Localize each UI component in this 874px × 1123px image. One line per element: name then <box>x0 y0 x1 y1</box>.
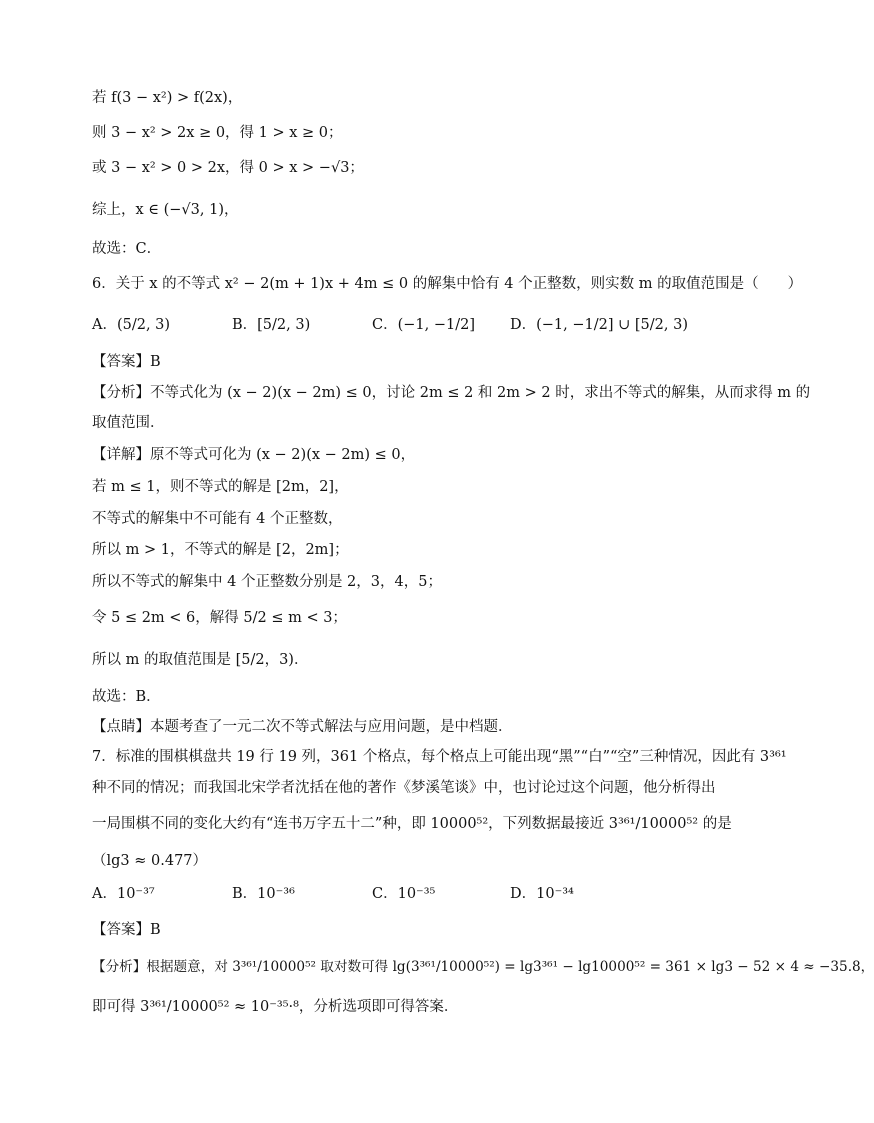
option-a: A．10⁻³⁷ <box>92 886 155 902</box>
option-b: B．[5/2, 3) <box>232 317 311 333</box>
detail-6-line-4: 所以 m > 1，不等式的解是 [2，2m]； <box>92 542 349 558</box>
question-7-line-2: 种不同的情况；而我国北宋学者沈括在他的著作《梦溪笔谈》中，也讨论过这个问题，他分析得出 <box>92 780 716 796</box>
option-a: A．(5/2, 3) <box>92 317 171 333</box>
detail-6-line-7: 所以 m 的取值范围是 [5/2，3)． <box>92 652 309 668</box>
option-c: C．10⁻³⁵ <box>372 886 436 902</box>
solution-line-1: 若 f(3 − x²) > f(2x)， <box>92 90 243 106</box>
analysis-7-line-2: 即可得 3³⁶¹/10000⁵² ≈ 10⁻³⁵·⁸，分析选项即可得答案． <box>92 999 459 1015</box>
detail-6-line-3: 不等式的解集中不可能有 4 个正整数， <box>92 511 343 527</box>
question-7-line-3: 一局围棋不同的变化大约有“连书万字五十二”种，即 10000⁵²，下列数据最接近 3³⁶¹/10000⁵² 的是 <box>92 816 732 832</box>
question-7-line-4: （lg3 ≈ 0.477） <box>92 853 208 869</box>
answer-6: 【答案】B <box>92 354 161 370</box>
detail-6-line-2: 若 m ≤ 1，则不等式的解是 [2m，2]， <box>92 479 349 495</box>
answer-7: 【答案】B <box>92 922 161 938</box>
solution-line-4: 综上，x ∈ (−√3, 1)， <box>92 202 239 218</box>
option-b: B．10⁻³⁶ <box>232 886 295 902</box>
detail-6-line-5: 所以不等式的解集中 4 个正整数分别是 2，3，4，5； <box>92 574 442 590</box>
analysis-6-line-1: 【分析】不等式化为 (x − 2)(x − 2m) ≤ 0，讨论 2m ≤ 2 和 2m > 2 时，求出不等式的解集，从而求得 m 的 <box>92 385 811 401</box>
analysis-6-line-2: 取值范围． <box>92 415 165 431</box>
analysis-7-line-1: 【分析】根据题意，对 3³⁶¹/10000⁵² 取对数可得 lg(3³⁶¹/10000⁵²) = lg3³⁶¹ − lg10000⁵² = 361 × lg3 − 52 × 4 ≈ −35.8， <box>92 959 874 975</box>
option-d: D．(−1, −1/2] ∪ [5/2, 3) <box>510 317 688 333</box>
solution-line-2: 则 3 − x² > 2x ≥ 0，得 1 > x ≥ 0； <box>92 125 343 141</box>
remark-6: 【点睛】本题考查了一元二次不等式解法与应用问题，是中档题． <box>92 719 513 735</box>
option-c: C．(−1, −1/2] <box>372 317 475 333</box>
option-d: D．10⁻³⁴ <box>510 886 574 902</box>
question-7-line-1: 7．标准的围棋棋盘共 19 行 19 列，361 个格点，每个格点上可能出现“黑”“白”“空”三种情况，因此有 3³⁶¹ <box>92 749 787 765</box>
question-6: 6．关于 x 的不等式 x² − 2(m + 1)x + 4m ≤ 0 的解集中恰有 4 个正整数，则实数 m 的取值范围是（ ） <box>92 276 803 292</box>
solution-line-3: 或 3 − x² > 0 > 2x，得 0 > x > −√3； <box>92 160 364 176</box>
detail-6-line-6: 令 5 ≤ 2m < 6，解得 5/2 ≤ m < 3； <box>92 610 347 626</box>
detail-6-line-8: 故选：B． <box>92 689 161 705</box>
solution-line-5: 故选：C． <box>92 241 162 257</box>
detail-6-line-1: 【详解】原不等式可化为 (x − 2)(x − 2m) ≤ 0， <box>92 447 416 463</box>
